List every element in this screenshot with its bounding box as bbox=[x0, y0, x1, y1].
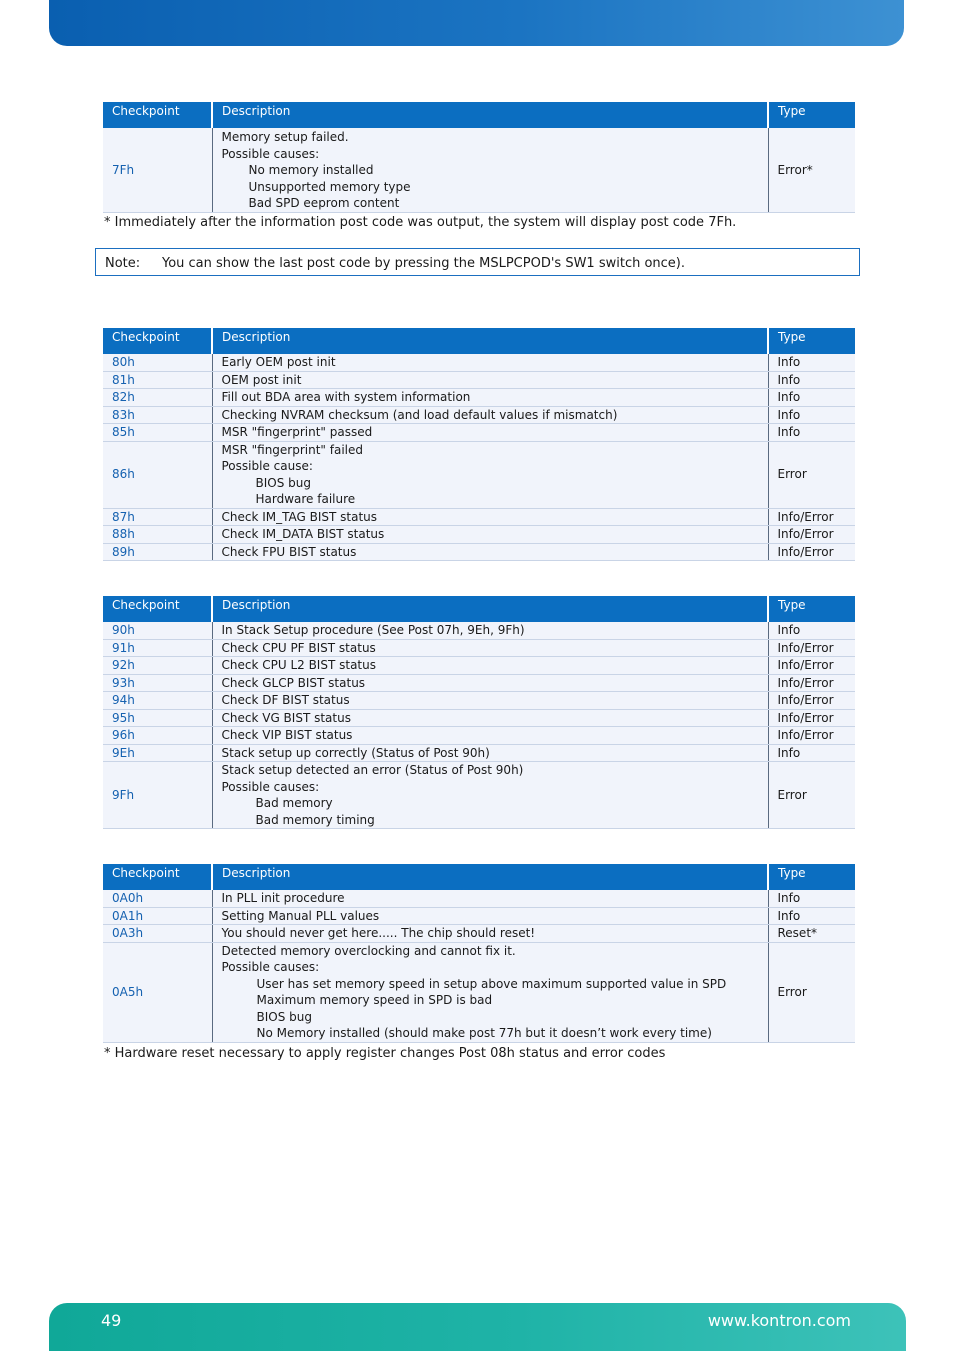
type-cell: Info/Error bbox=[768, 674, 855, 692]
type-cell: Info/Error bbox=[768, 657, 855, 675]
checkpoint-code: 86h bbox=[103, 441, 212, 508]
table-row bbox=[103, 639, 855, 657]
checkpoint-code: 91h bbox=[103, 639, 212, 657]
table-header-row bbox=[103, 596, 855, 622]
type-cell: Error bbox=[768, 762, 855, 829]
checkpoint-code: 82h bbox=[103, 389, 212, 407]
checkpoint-code: 0A0h bbox=[103, 890, 212, 907]
table-row bbox=[103, 508, 855, 526]
description-cell: Setting Manual PLL values bbox=[212, 907, 768, 925]
checkpoint-code: 0A3h bbox=[103, 925, 212, 943]
checkpoint-table-a0-a5 bbox=[103, 864, 855, 1043]
col-checkpoint: Checkpoint bbox=[103, 596, 212, 622]
checkpoint-code: 92h bbox=[103, 657, 212, 675]
col-description: Description bbox=[212, 864, 768, 890]
col-description: Description bbox=[212, 102, 768, 128]
table-header-row bbox=[103, 102, 855, 128]
description-cell: OEM post init bbox=[212, 371, 768, 389]
description-text: Memory setup failed. bbox=[221, 130, 349, 144]
description-cell bbox=[212, 441, 768, 508]
checkpoint-code: 94h bbox=[103, 692, 212, 710]
cause-item: Bad SPD eeprom content bbox=[248, 196, 400, 210]
table-row bbox=[103, 925, 855, 943]
type-cell: Info bbox=[768, 406, 855, 424]
table-row bbox=[103, 657, 855, 675]
checkpoint-code: 9Eh bbox=[103, 744, 212, 762]
checkpoint-code: 0A1h bbox=[103, 907, 212, 925]
cause-item: User has set memory speed in setup above maximum supported value in SPD bbox=[256, 976, 727, 991]
causes-label: Possible causes: bbox=[221, 146, 320, 161]
footnote-post-7fh: * Immediately after the information post code was output, the system will display post code 7Fh. bbox=[104, 215, 737, 230]
cause-item: Bad memory timing bbox=[255, 812, 375, 827]
type-cell: Info bbox=[768, 389, 855, 407]
description-cell: Check GLCP BIST status bbox=[212, 674, 768, 692]
table-row bbox=[103, 692, 855, 710]
type-cell: Error bbox=[768, 441, 855, 508]
website-link[interactable]: www.kontron.com bbox=[707, 1311, 851, 1330]
description-cell bbox=[212, 762, 768, 829]
table-row bbox=[103, 406, 855, 424]
type-cell: Info/Error bbox=[768, 508, 855, 526]
table-header-row bbox=[103, 328, 855, 354]
checkpoint-code: 83h bbox=[103, 406, 212, 424]
type-cell: Info/Error bbox=[768, 709, 855, 727]
table-row bbox=[103, 744, 855, 762]
type-cell: Info bbox=[768, 744, 855, 762]
type-cell: Info bbox=[768, 907, 855, 925]
description-cell: Fill out BDA area with system information bbox=[212, 389, 768, 407]
checkpoint-code: 96h bbox=[103, 727, 212, 745]
col-checkpoint: Checkpoint bbox=[103, 864, 212, 890]
description-cell: You should never get here..... The chip should reset! bbox=[212, 925, 768, 943]
table-row bbox=[103, 128, 855, 212]
type-cell: Info/Error bbox=[768, 639, 855, 657]
checkpoint-code: 85h bbox=[103, 424, 212, 442]
checkpoint-code: 90h bbox=[103, 622, 212, 639]
type-cell: Info/Error bbox=[768, 692, 855, 710]
description-text: Stack setup detected an error (Status of Post 90h) bbox=[221, 763, 524, 777]
description-cell: Check VG BIST status bbox=[212, 709, 768, 727]
checkpoint-code: 89h bbox=[103, 543, 212, 561]
table-row bbox=[103, 622, 855, 639]
causes-label: Possible causes: bbox=[221, 960, 320, 974]
table-row bbox=[103, 942, 855, 1042]
table-row bbox=[103, 424, 855, 442]
checkpoint-code: 0A5h bbox=[103, 942, 212, 1042]
description-text: MSR "fingerprint" failed bbox=[221, 442, 364, 457]
type-cell: Info/Error bbox=[768, 727, 855, 745]
description-cell: In Stack Setup procedure (See Post 07h, 9Eh, 9Fh) bbox=[212, 622, 768, 639]
table-row bbox=[103, 543, 855, 561]
cause-item: Unsupported memory type bbox=[248, 179, 411, 194]
description-cell: In PLL init procedure bbox=[212, 890, 768, 907]
checkpoint-table-80-89 bbox=[103, 328, 855, 561]
type-cell: Info bbox=[768, 890, 855, 907]
checkpoint-code: 95h bbox=[103, 709, 212, 727]
type-cell: Error* bbox=[768, 128, 855, 212]
causes-label: Possible cause: bbox=[221, 459, 313, 473]
description-cell: Check CPU L2 BIST status bbox=[212, 657, 768, 675]
checkpoint-code: 87h bbox=[103, 508, 212, 526]
description-cell: Check IM_DATA BIST status bbox=[212, 526, 768, 544]
table-row bbox=[103, 389, 855, 407]
cause-item: No Memory installed (should make post 77h but it doesn’t work every time) bbox=[256, 1026, 712, 1040]
checkpoint-code: 7Fh bbox=[103, 128, 212, 212]
header-bar bbox=[49, 0, 904, 46]
cause-item: Bad memory bbox=[255, 796, 333, 810]
description-cell bbox=[212, 942, 768, 1042]
type-cell: Info bbox=[768, 424, 855, 442]
col-description: Description bbox=[212, 328, 768, 354]
description-cell: Check VIP BIST status bbox=[212, 727, 768, 745]
cause-item: No memory installed bbox=[248, 163, 374, 177]
causes-label: Possible causes: bbox=[221, 779, 320, 794]
description-cell: Early OEM post init bbox=[212, 354, 768, 371]
description-cell: Stack setup up correctly (Status of Post 90h) bbox=[212, 744, 768, 762]
checkpoint-code: 80h bbox=[103, 354, 212, 371]
checkpoint-table-90-9f bbox=[103, 596, 855, 829]
table-row bbox=[103, 371, 855, 389]
col-checkpoint: Checkpoint bbox=[103, 102, 212, 128]
note-label: Note: bbox=[105, 256, 141, 271]
type-cell: Reset* bbox=[768, 925, 855, 943]
type-cell: Info bbox=[768, 371, 855, 389]
description-cell: Check CPU PF BIST status bbox=[212, 639, 768, 657]
table-row bbox=[103, 727, 855, 745]
description-cell: Check DF BIST status bbox=[212, 692, 768, 710]
description-cell: Check FPU BIST status bbox=[212, 543, 768, 561]
col-type: Type bbox=[768, 102, 855, 128]
description-cell bbox=[212, 128, 768, 212]
table-row bbox=[103, 441, 855, 508]
type-cell: Info/Error bbox=[768, 526, 855, 544]
cause-item: Hardware failure bbox=[255, 492, 356, 506]
col-type: Type bbox=[768, 596, 855, 622]
col-checkpoint: Checkpoint bbox=[103, 328, 212, 354]
checkpoint-code: 9Fh bbox=[103, 762, 212, 829]
table-row bbox=[103, 762, 855, 829]
cause-item: BIOS bug bbox=[256, 1009, 312, 1024]
description-cell: Checking NVRAM checksum (and load default values if mismatch) bbox=[212, 406, 768, 424]
table-row bbox=[103, 709, 855, 727]
table-header-row bbox=[103, 864, 855, 890]
note-box bbox=[95, 248, 860, 276]
checkpoint-table-7f bbox=[103, 102, 855, 213]
cause-item: Maximum memory speed in SPD is bad bbox=[256, 993, 493, 1007]
col-type: Type bbox=[768, 864, 855, 890]
note-text: You can show the last post code by pressing the MSLPCPOD's SW1 switch once). bbox=[162, 256, 686, 271]
footer-bar bbox=[49, 1303, 906, 1351]
description-cell: Check IM_TAG BIST status bbox=[212, 508, 768, 526]
type-cell: Info bbox=[768, 354, 855, 371]
table-row bbox=[103, 526, 855, 544]
cause-item: BIOS bug bbox=[255, 475, 311, 490]
description-cell: MSR "fingerprint" passed bbox=[212, 424, 768, 442]
type-cell: Info bbox=[768, 622, 855, 639]
checkpoint-code: 88h bbox=[103, 526, 212, 544]
type-cell: Info/Error bbox=[768, 543, 855, 561]
col-description: Description bbox=[212, 596, 768, 622]
checkpoint-code: 93h bbox=[103, 674, 212, 692]
table-row bbox=[103, 674, 855, 692]
table-row bbox=[103, 890, 855, 907]
table-row bbox=[103, 907, 855, 925]
type-cell: Error bbox=[768, 942, 855, 1042]
description-text: Detected memory overclocking and cannot fix it. bbox=[221, 943, 516, 958]
col-type: Type bbox=[768, 328, 855, 354]
checkpoint-code: 81h bbox=[103, 371, 212, 389]
footnote-hardware-reset: * Hardware reset necessary to apply register changes Post 08h status and error codes bbox=[104, 1046, 666, 1061]
page-number: 49 bbox=[101, 1311, 122, 1330]
table-row bbox=[103, 354, 855, 371]
